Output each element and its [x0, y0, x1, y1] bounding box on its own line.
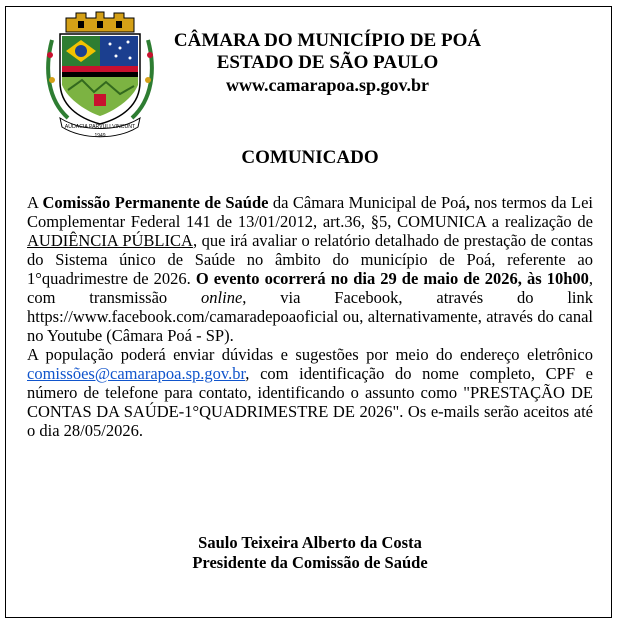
signatory-name: Saulo Teixeira Alberto da Costa [198, 533, 422, 552]
paragraph-announcement: A Comissão Permanente de Saúde da Câmara Municipal de Poá, nos termos da Lei Complementar Federal 141 de 13/01/2012, art.36, §5, COMUNICA a realização de AUDIÊNCIA PÚBLICA, que irá avaliar o relatório detalhado de prestação de contas do Sistema único de Saúde no âmbito do município de Poá, referente ao 1°quadrimestre de 2026. O evento ocorrerá no dia 29 de maio de 2026, às 10h00, com transmissão online, via Facebook, através do link https://www.facebook.com/camaradepoaoficial ou, alternativamente, através do canal no Youtube (Câmara Poá - SP). [27, 193, 593, 345]
paragraph-contact: A população poderá enviar dúvidas e sugestões por meio do endereço eletrônico comissões@camarapoa.sp.gov.br, com identificação do nome completo, CPF e número de telefone para contato, identificando o assunto como "PRESTAÇÃO DE CONTAS DA SAÚDE-1°QUADRIMESTRE DE 2026". Os e-mails serão aceitos até o dia 28/05/2026. [27, 345, 593, 440]
event-date-text: O evento ocorrerá no dia 29 de maio de 2026, às 10h00 [195, 269, 589, 288]
mural-crown [66, 12, 134, 32]
crest-motto: AUDACIA PARVULI VINCUNT [64, 124, 136, 130]
signature-block [0, 533, 620, 573]
coat-of-arms-crest [42, 10, 158, 140]
shield [60, 34, 140, 124]
signatory-role: Presidente da Comissão de Saúde [192, 553, 428, 572]
institution-name: CÂMARA DO MUNICÍPIO DE POÁ [173, 30, 482, 51]
email-link[interactable]: comissões@camarapoa.sp.gov.br [27, 364, 246, 383]
crest-year: 1949 [94, 133, 106, 139]
letterhead [155, 30, 500, 96]
audiencia-publica-text: AUDIÊNCIA PÚBLICA [27, 231, 193, 250]
document-title: COMUNICADO [241, 147, 379, 168]
document-body [27, 193, 593, 440]
website-url[interactable]: www.camarapoa.sp.gov.br [225, 75, 429, 95]
state-name: ESTADO DE SÃO PAULO [216, 52, 439, 73]
